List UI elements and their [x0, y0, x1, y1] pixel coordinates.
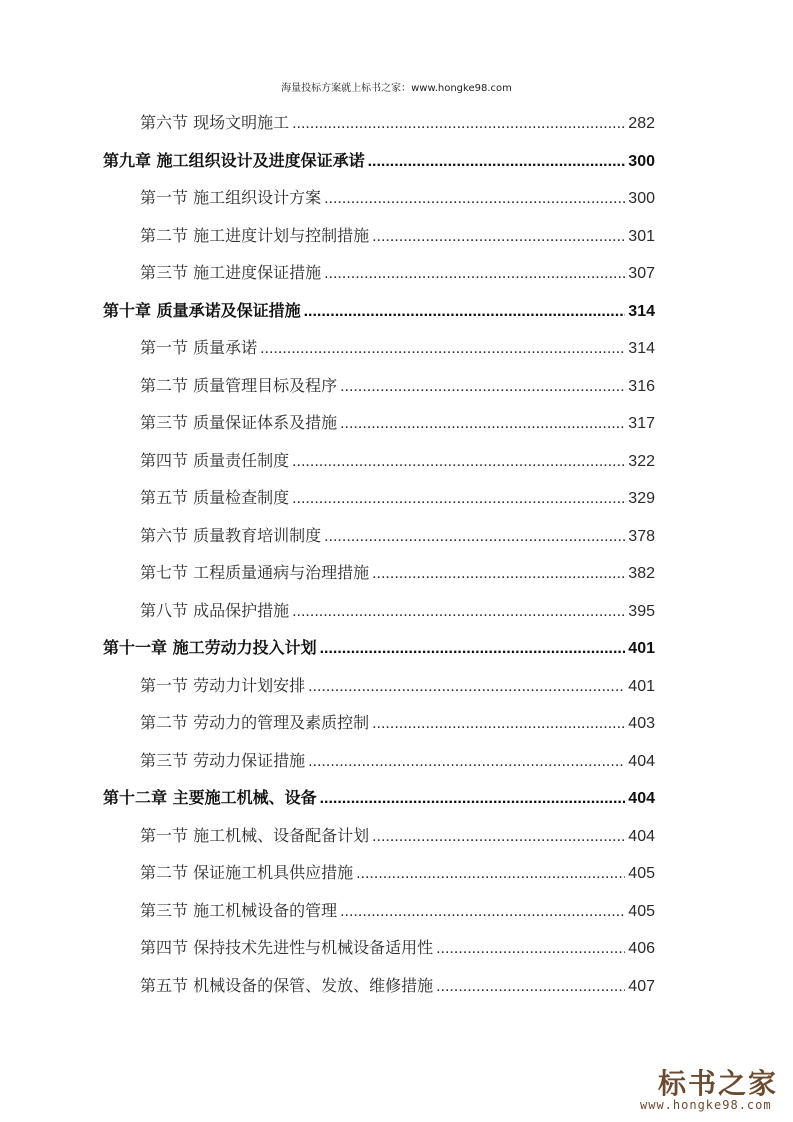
toc-entry-label: 第二节 施工进度计划与控制措施 [140, 225, 370, 245]
toc-entry-label: 第二节 劳动力的管理及素质控制 [140, 713, 370, 732]
toc-entry-label: 第三节 施工机械设备的管理 [140, 900, 338, 920]
toc-section-entry[interactable] [140, 558, 655, 588]
toc-section-entry[interactable] [140, 708, 655, 738]
toc-leader-dots [372, 709, 625, 739]
toc-page-number: 301 [628, 227, 655, 245]
toc-leader-dots [320, 784, 626, 814]
toc-page-number: 401 [628, 640, 655, 657]
toc-leader-dots [324, 259, 625, 289]
toc-entry-label: 第一节 施工机械、设备配备计划 [140, 825, 370, 845]
page-header: 海量投标方案就上标书之家：www.hongke98.com [281, 83, 512, 94]
toc-page-number: 405 [628, 865, 655, 882]
toc-leader-dots [368, 147, 626, 177]
watermark-logo-text: 标书之家 [658, 1067, 779, 1100]
toc-entry-label: 第四节 质量责任制度 [140, 450, 290, 470]
toc-entry-label: 第四节 保持技术先进性与机械设备适用性 [140, 938, 434, 957]
toc-page-number: 404 [628, 752, 655, 770]
toc-page-number: 404 [628, 827, 655, 845]
toc-page-number: 317 [628, 415, 655, 432]
toc-leader-dots [340, 409, 625, 439]
toc-page-number: 314 [628, 302, 655, 320]
toc-page-number: 316 [628, 377, 655, 395]
toc-page-number: 403 [628, 715, 655, 732]
toc-leader-dots [260, 334, 625, 364]
brand-watermark [636, 1062, 786, 1116]
toc-entry-label: 第十二章 主要施工机械、设备 [103, 788, 317, 807]
toc-section-entry[interactable] [140, 821, 655, 851]
toc-entry-label: 第五节 质量检查制度 [140, 488, 290, 507]
toc-section-entry[interactable] [140, 333, 655, 363]
toc-chapter-entry[interactable] [103, 633, 655, 663]
toc-section-entry[interactable] [140, 183, 655, 213]
toc-entry-label: 第一节 施工组织设计方案 [140, 188, 322, 207]
toc-entry-label: 第十章 质量承诺及保证措施 [103, 300, 301, 320]
toc-section-entry[interactable] [140, 521, 655, 551]
toc-leader-dots [292, 109, 625, 139]
toc-entry-label: 第二节 质量管理目标及程序 [140, 375, 338, 395]
toc-section-entry[interactable] [140, 258, 655, 288]
toc-page-number: 405 [628, 902, 655, 920]
toc-section-entry[interactable] [140, 408, 655, 438]
toc-leader-dots [292, 447, 625, 477]
toc-chapter-entry[interactable] [103, 296, 655, 326]
toc-section-entry[interactable] [140, 108, 655, 138]
toc-section-entry[interactable] [140, 746, 655, 776]
toc-leader-dots [340, 372, 625, 402]
toc-section-entry[interactable] [140, 858, 655, 888]
toc-entry-label: 第二节 保证施工机具供应措施 [140, 863, 354, 882]
toc-entry-label: 第六节 现场文明施工 [140, 113, 290, 132]
toc-entry-label: 第三节 施工进度保证措施 [140, 263, 322, 282]
toc-entry-label: 第十一章 施工劳动力投入计划 [103, 638, 317, 657]
toc-leader-dots [436, 934, 625, 964]
toc-section-entry[interactable] [140, 971, 655, 1001]
toc-entry-label: 第八节 成品保护措施 [140, 600, 290, 620]
toc-leader-dots [308, 747, 625, 777]
toc-leader-dots [304, 297, 626, 327]
toc-leader-dots [292, 597, 625, 627]
toc-leader-dots [372, 559, 625, 589]
toc-page-number: 395 [628, 602, 655, 620]
toc-leader-dots [372, 822, 625, 852]
toc-page-number: 406 [628, 940, 655, 957]
toc-page-number: 314 [628, 340, 655, 357]
toc-leader-dots [324, 522, 625, 552]
toc-page-number: 307 [628, 265, 655, 282]
toc-leader-dots [324, 184, 625, 214]
toc-entry-label: 第三节 质量保证体系及措施 [140, 413, 338, 432]
toc-leader-dots [292, 484, 625, 514]
toc-leader-dots [340, 897, 625, 927]
toc-page-number: 378 [628, 527, 655, 545]
toc-chapter-entry[interactable] [103, 783, 655, 813]
watermark-url: www.hongke98.com [640, 1098, 772, 1112]
toc-leader-dots [372, 222, 625, 252]
toc-page-number: 322 [628, 452, 655, 470]
toc-leader-dots [356, 859, 625, 889]
toc-page-number: 282 [628, 115, 655, 132]
toc-page-number: 329 [628, 490, 655, 507]
toc-page-number: 407 [628, 977, 655, 995]
toc-entry-label: 第一节 劳动力计划安排 [140, 675, 306, 695]
toc-page-number: 382 [628, 565, 655, 582]
toc-section-entry[interactable] [140, 371, 655, 401]
toc-page-number: 300 [628, 152, 655, 170]
toc-section-entry[interactable] [140, 446, 655, 476]
toc-entry-label: 第五节 机械设备的保管、发放、维修措施 [140, 975, 434, 995]
toc-section-entry[interactable] [140, 933, 655, 963]
toc-page-number: 401 [628, 677, 655, 695]
toc-entry-label: 第六节 质量教育培训制度 [140, 525, 322, 545]
toc-leader-dots [320, 634, 626, 664]
toc-section-entry[interactable] [140, 671, 655, 701]
toc-entry-label: 第一节 质量承诺 [140, 338, 258, 357]
toc-entry-label: 第七节 工程质量通病与治理措施 [140, 563, 370, 582]
toc-chapter-entry[interactable] [103, 146, 655, 176]
toc-entry-label: 第九章 施工组织设计及进度保证承诺 [103, 150, 365, 170]
toc-section-entry[interactable] [140, 896, 655, 926]
toc-page-number: 300 [628, 190, 655, 207]
toc-page-number: 404 [628, 790, 655, 807]
toc-section-entry[interactable] [140, 596, 655, 626]
toc-leader-dots [436, 972, 625, 1002]
toc-section-entry[interactable] [140, 483, 655, 513]
toc-section-entry[interactable] [140, 221, 655, 251]
toc-entry-label: 第三节 劳动力保证措施 [140, 750, 306, 770]
toc-leader-dots [308, 672, 625, 702]
